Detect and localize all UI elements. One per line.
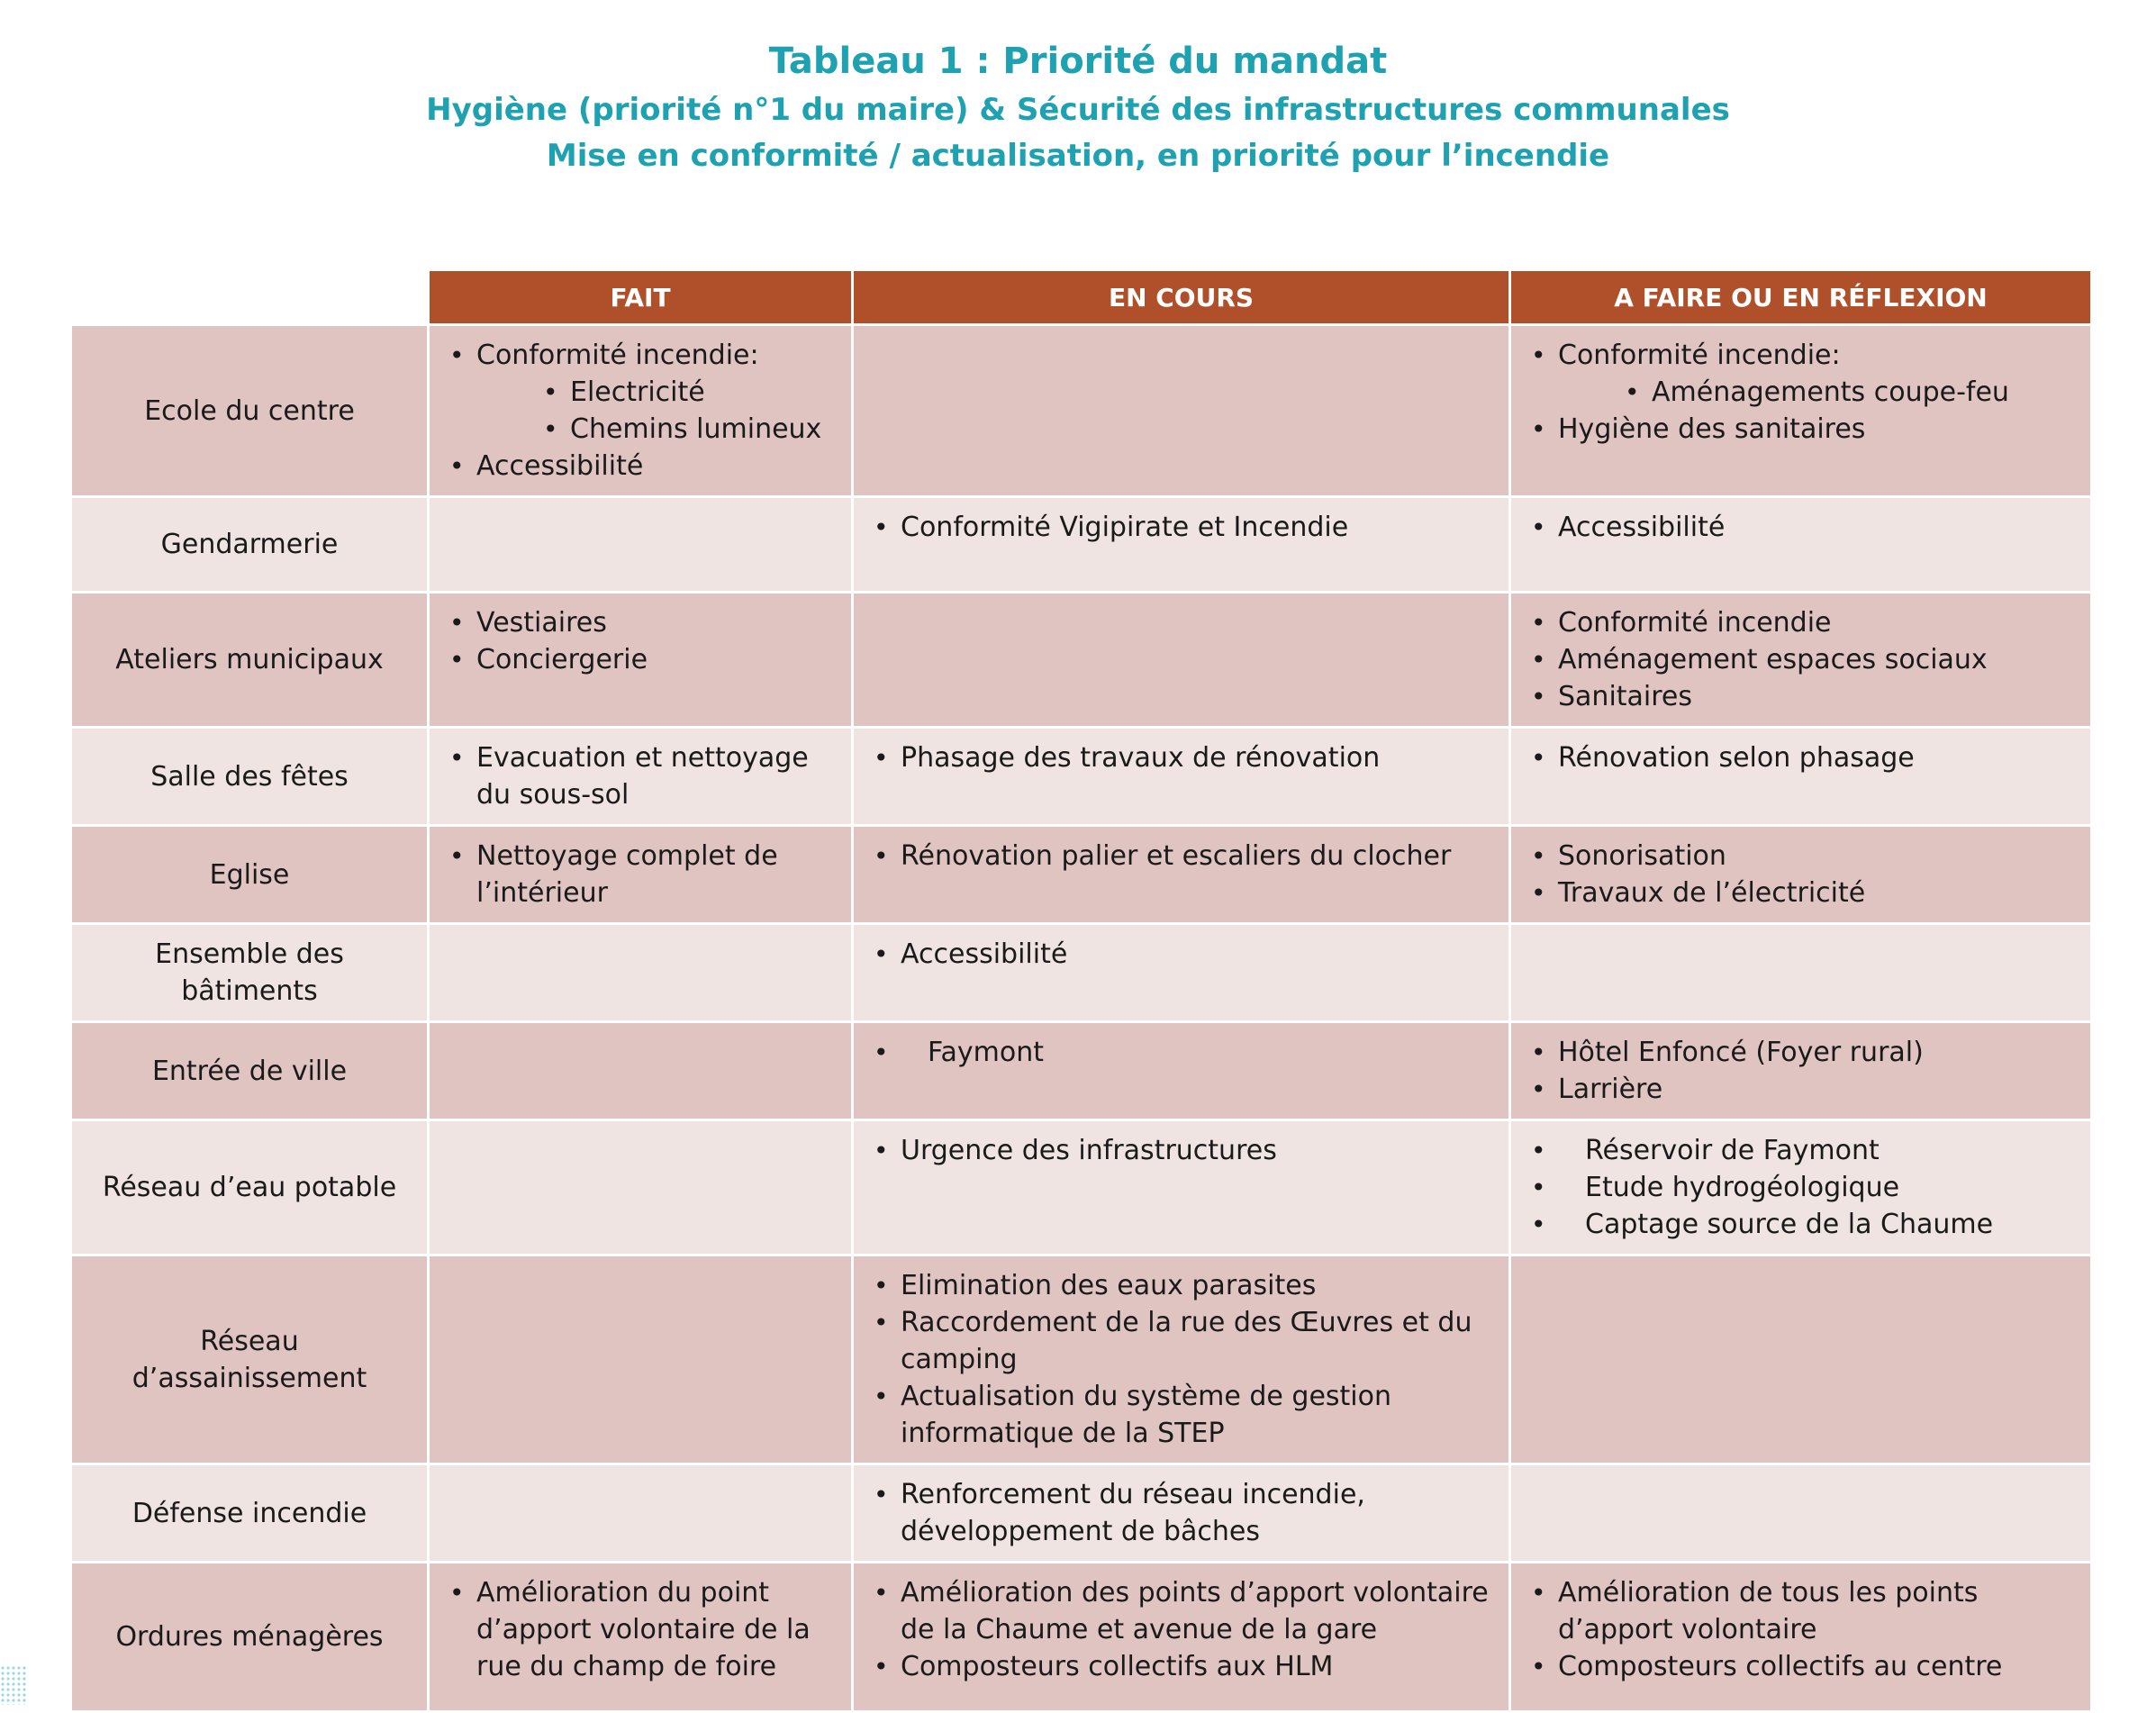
list-item: • Elimination des eaux parasites [866, 1267, 1496, 1304]
row-label: Salle des fêtes [72, 729, 427, 824]
item-list [866, 1034, 1496, 1071]
cell-fait [430, 498, 851, 591]
list-item: • Captage source de la Chaume [1524, 1206, 2078, 1243]
cell-fait [430, 827, 851, 922]
list-item: • Hygiène des sanitaires [1524, 411, 2078, 448]
cell-fait [430, 1465, 851, 1561]
row-label: Réseau d’eau potable [72, 1121, 427, 1254]
cell-fait [430, 1563, 851, 1710]
header-row [72, 271, 2090, 323]
list-item: • Conformité incendie [1524, 604, 2078, 641]
cell-a-faire [1511, 594, 2090, 726]
page-title: Tableau 1 : Priorité du mandat [768, 41, 1388, 82]
list-item: • Conformité incendie: [442, 337, 838, 374]
list-item: • Actualisation du système de gestion informatique de la STEP [866, 1378, 1496, 1452]
list-item: • Réservoir de Faymont [1524, 1132, 2078, 1169]
cell-fait [430, 594, 851, 726]
list-item: • Conformité incendie: [1524, 337, 2078, 374]
list-item: • Accessibilité [866, 936, 1496, 973]
cell-en-cours [854, 1121, 1508, 1254]
cell-a-faire [1511, 1023, 2090, 1119]
row-label: Défense incendie [72, 1465, 427, 1561]
item-list [442, 739, 838, 813]
item-list [1524, 1034, 2078, 1108]
item-list [1524, 1574, 2078, 1685]
cell-a-faire [1511, 827, 2090, 922]
list-item: • Composteurs collectifs aux HLM [866, 1648, 1496, 1685]
item-list [442, 604, 838, 678]
list-item: • Vestiaires [442, 604, 838, 641]
item-list [866, 838, 1496, 875]
list-item: • Aménagements coupe-feu [1524, 374, 2078, 411]
list-item: • Renforcement du réseau incendie, développement de bâches [866, 1476, 1496, 1550]
table-row [72, 326, 2090, 495]
cell-en-cours [854, 1465, 1508, 1561]
cell-fait [430, 1121, 851, 1254]
table-row [72, 498, 2090, 591]
item-list [866, 1132, 1496, 1169]
list-item: • Conciergerie [442, 641, 838, 678]
list-item: • Amélioration du point d’apport volontaire de la rue du champ de foire [442, 1574, 838, 1685]
cell-en-cours [854, 1256, 1508, 1463]
cell-a-faire [1511, 1465, 2090, 1561]
cell-en-cours [854, 594, 1508, 726]
cell-fait [430, 729, 851, 824]
table-row [72, 1256, 2090, 1463]
row-label: Entrée de ville [72, 1023, 427, 1119]
item-list [866, 936, 1496, 973]
item-list [442, 1574, 838, 1685]
list-item: • Travaux de l’électricité [1524, 875, 2078, 911]
cell-en-cours [854, 925, 1508, 1020]
list-item: • Electricité [442, 374, 838, 411]
item-list [866, 1267, 1496, 1452]
row-label: Ensemble des bâtiments [72, 925, 427, 1020]
table-row [72, 925, 2090, 1020]
list-item: • Faymont [866, 1034, 1496, 1071]
table-row [72, 1563, 2090, 1710]
cell-fait [430, 925, 851, 1020]
list-item: • Amélioration des points d’apport volontaire de la Chaume et avenue de la gare [866, 1574, 1496, 1648]
list-item: • Sonorisation [1524, 838, 2078, 875]
cell-a-faire [1511, 498, 2090, 591]
list-item: • Etude hydrogéologique [1524, 1169, 2078, 1206]
cell-en-cours [854, 827, 1508, 922]
list-item: • Composteurs collectifs au centre [1524, 1648, 2078, 1685]
list-item: • Sanitaires [1524, 678, 2078, 715]
item-list [866, 509, 1496, 546]
table-row [72, 594, 2090, 726]
list-item: • Phasage des travaux de rénovation [866, 739, 1496, 776]
table-row [72, 729, 2090, 824]
item-list [1524, 1132, 2078, 1243]
cell-a-faire [1511, 1256, 2090, 1463]
table-row [72, 1023, 2090, 1119]
list-item: • Amélioration de tous les points d’apport volontaire [1524, 1574, 2078, 1648]
cell-en-cours [854, 498, 1508, 591]
list-item: • Conformité Vigipirate et Incendie [866, 509, 1496, 546]
item-list [866, 1574, 1496, 1685]
cell-en-cours [854, 729, 1508, 824]
list-item: • Aménagement espaces sociaux [1524, 641, 2078, 678]
row-label: Ateliers municipaux [72, 594, 427, 726]
item-list [1524, 337, 2078, 448]
cell-a-faire [1511, 925, 2090, 1020]
cell-fait [430, 1023, 851, 1119]
item-list [442, 337, 838, 485]
cell-fait [430, 1256, 851, 1463]
cell-a-faire [1511, 326, 2090, 495]
row-label: Eglise [72, 827, 427, 922]
page-subtitle-2: Mise en conformité / actualisation, en priorité pour l’incendie [546, 138, 1610, 174]
list-item: • Accessibilité [1524, 509, 2078, 546]
table-row [72, 1465, 2090, 1561]
item-list [866, 1476, 1496, 1550]
list-item: • Rénovation palier et escaliers du clocher [866, 838, 1496, 875]
item-list [866, 739, 1496, 776]
cell-en-cours [854, 1023, 1508, 1119]
decorative-dot-pattern [0, 1665, 27, 1705]
list-item: • Chemins lumineux [442, 411, 838, 448]
column-header-a-faire: A FAIRE OU EN RÉFLEXION [1511, 271, 2090, 323]
item-list [442, 838, 838, 911]
list-item: • Evacuation et nettoyage du sous-sol [442, 739, 838, 813]
list-item: • Rénovation selon phasage [1524, 739, 2078, 776]
cell-a-faire [1511, 1121, 2090, 1254]
cell-en-cours [854, 326, 1508, 495]
item-list [1524, 838, 2078, 911]
column-header-en-cours: EN COURS [854, 271, 1508, 323]
cell-en-cours [854, 1563, 1508, 1710]
cell-fait [430, 326, 851, 495]
table-row [72, 827, 2090, 922]
column-header-fait: FAIT [430, 271, 851, 323]
row-label: Ordures ménagères [72, 1563, 427, 1710]
list-item: • Accessibilité [442, 448, 838, 485]
row-label: Réseau d’assainissement [72, 1256, 427, 1463]
table-row [72, 1121, 2090, 1254]
cell-a-faire [1511, 1563, 2090, 1710]
item-list [1524, 739, 2078, 776]
item-list [1524, 509, 2078, 546]
item-list [1524, 604, 2078, 715]
list-item: • Raccordement de la rue des Œuvres et du camping [866, 1304, 1496, 1378]
header-blank-cell [72, 271, 427, 323]
list-item: • Urgence des infrastructures [866, 1132, 1496, 1169]
list-item: • Nettoyage complet de l’intérieur [442, 838, 838, 911]
list-item: • Hôtel Enfoncé (Foyer rural) [1524, 1034, 2078, 1071]
page-header [0, 36, 2156, 178]
priority-table [69, 268, 2093, 1713]
cell-a-faire [1511, 729, 2090, 824]
row-label: Ecole du centre [72, 326, 427, 495]
page-subtitle-1: Hygiène (priorité n°1 du maire) & Sécurité des infrastructures communales [426, 92, 1730, 128]
row-label: Gendarmerie [72, 498, 427, 591]
list-item: • Larrière [1524, 1071, 2078, 1108]
